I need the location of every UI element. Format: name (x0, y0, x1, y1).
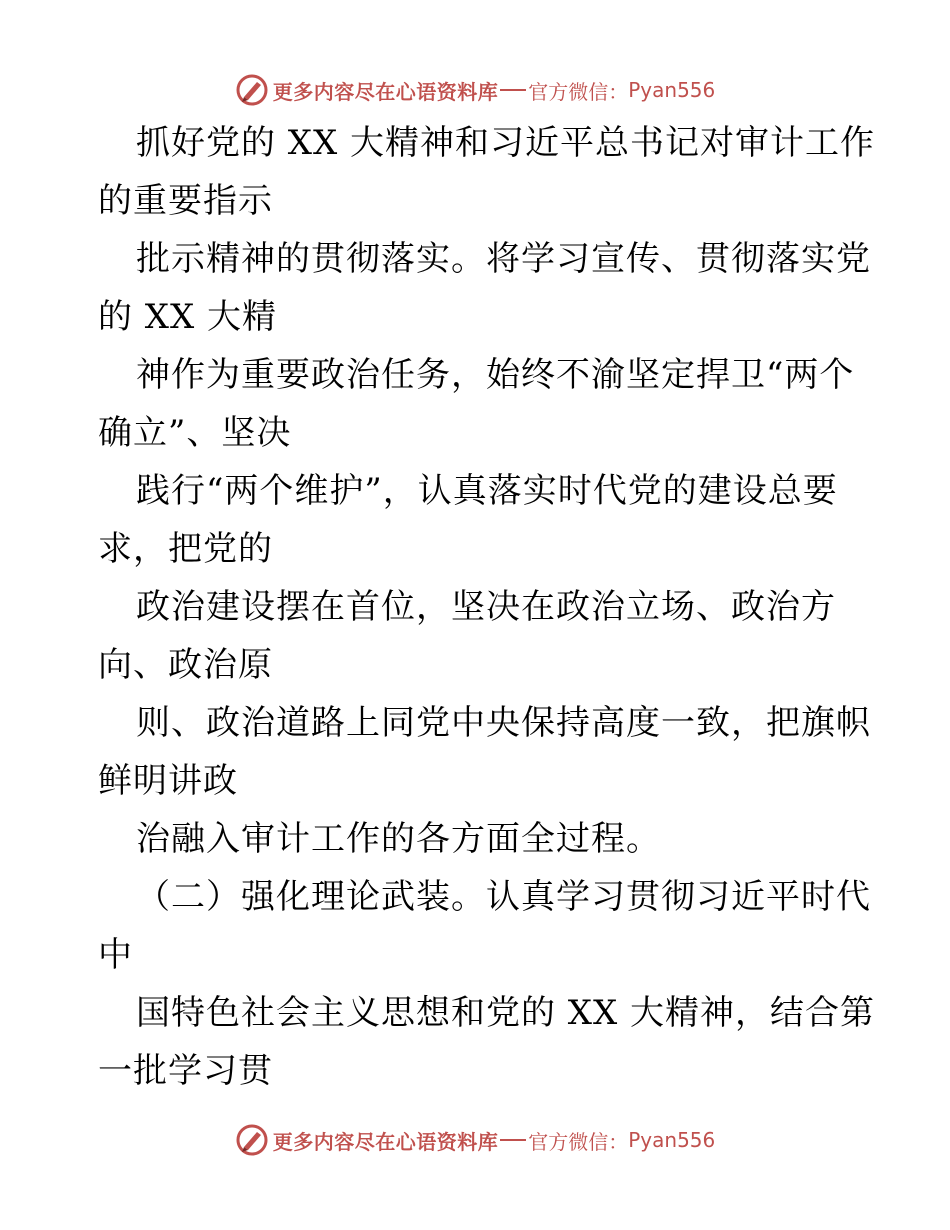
text-line: 抓好党的 XX 大精神和习近平总书记对审计工作 (136, 123, 876, 163)
text-line: 的 XX 大精 (98, 297, 278, 337)
header-wechat-label: 官方微信： (528, 79, 629, 104)
text-line: 的重要指示 (98, 181, 273, 221)
text-line: 求，把党的 (98, 529, 273, 569)
footer-banner (0, 1120, 950, 1160)
text-line: 践行“两个维护”，认真落实时代党的建设总要 (136, 471, 838, 511)
text-line: 一批学习贯 (98, 1051, 273, 1091)
text-line: 国特色社会主义思想和党的 XX 大精神，结合第 (136, 993, 876, 1033)
header-wechat-id: Pyan556 (628, 78, 716, 102)
text-line: 治融入审计工作的各方面全过程。 (136, 819, 661, 859)
text-line: 政治建设摆在首位，坚决在政治立场、政治方 (136, 587, 836, 627)
footer-banner-text: 更多内容尽在心语资料库 (272, 1129, 499, 1154)
text-line: 确立”、坚决 (98, 413, 292, 453)
text-line: 批示精神的贯彻落实。将学习宣传、贯彻落实党 (136, 239, 871, 279)
text-line: （二）强化理论武装。认真学习贯彻习近平时代 (136, 877, 871, 917)
header-banner (0, 70, 950, 110)
text-line: 鲜明讲政 (98, 761, 238, 801)
footer-banner-dash (500, 1139, 526, 1141)
header-banner-text: 更多内容尽在心语资料库 (272, 79, 499, 104)
footer-wechat-id: Pyan556 (628, 1128, 716, 1152)
text-line: 向、政治原 (98, 645, 273, 685)
pen-logo-icon (235, 73, 269, 107)
text-line: 神作为重要政治任务，始终不渝坚定捍卫“两个 (136, 355, 855, 395)
document-body (98, 114, 876, 1100)
header-banner-dash (500, 89, 526, 91)
pen-logo-icon (235, 1123, 269, 1157)
text-line: 则、政治道路上同党中央保持高度一致，把旗帜 (136, 703, 871, 743)
text-line: 中 (98, 935, 133, 975)
footer-wechat-label: 官方微信： (528, 1129, 629, 1154)
